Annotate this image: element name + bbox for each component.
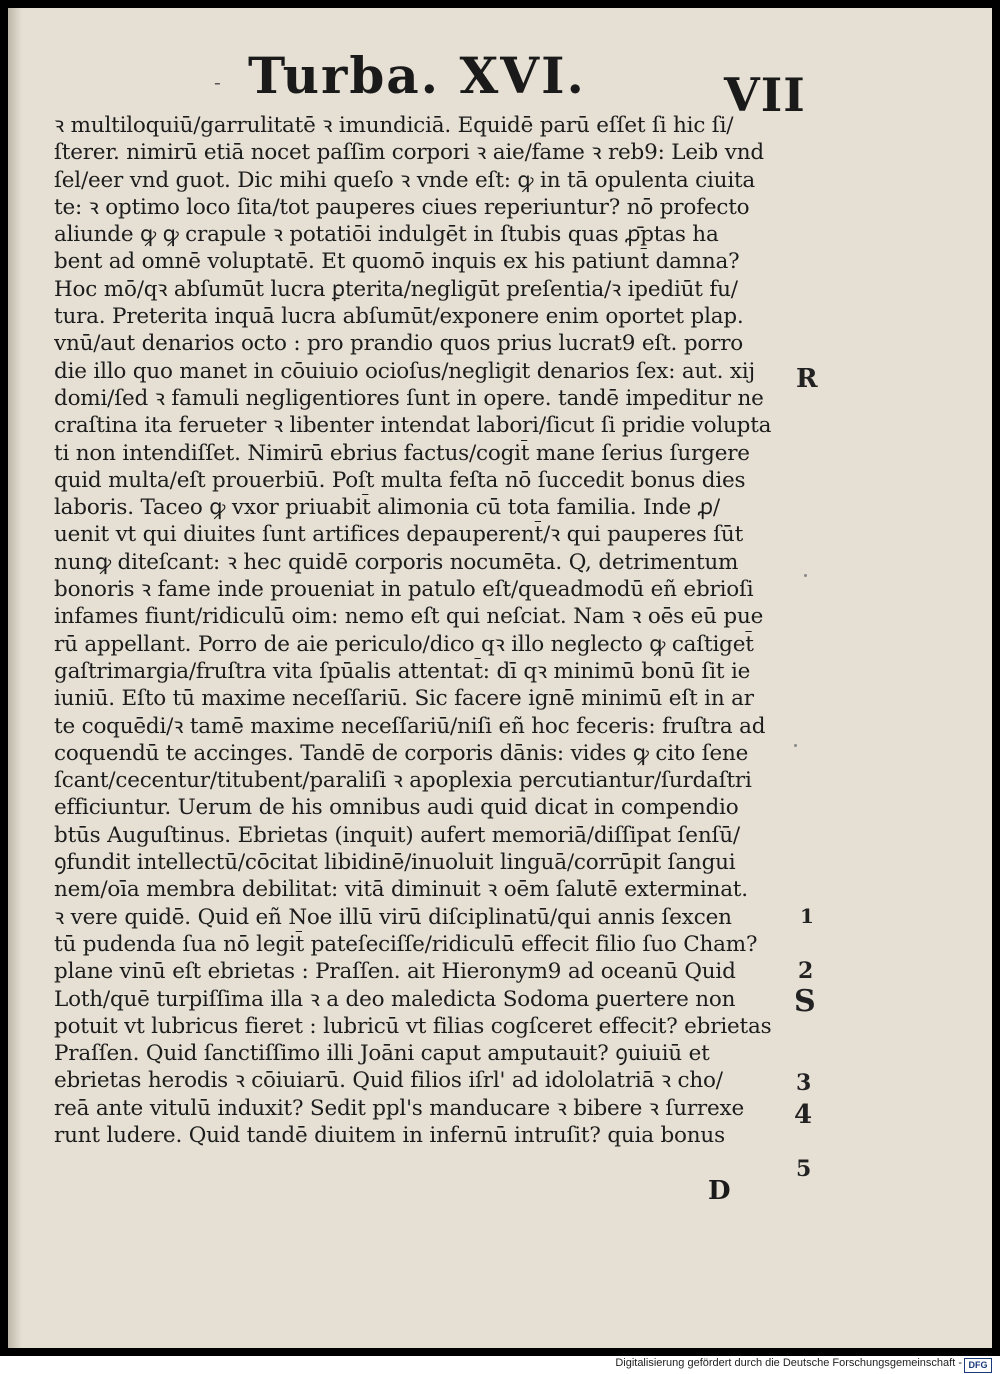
margin-note-2: 2 — [798, 958, 814, 984]
text-line: Praſſen. Quid ſanctiſſimo illi Joāni caput amputauit? ꝯuiuiū et — [54, 1041, 710, 1067]
margin-note-5: 5 — [796, 1156, 812, 1182]
head-ornament-mark: - — [214, 70, 221, 94]
text-line: craſtina ita ferueter ꝛ libenter intendat labori/ſicut ſi pridie volupta — [54, 413, 772, 439]
text-line: ti non intendiſſet. Nimirū ebrius factus/cogit̄ mane ſerius ſurgere — [54, 440, 750, 466]
funding-credit: Digitalisierung gefördert durch die Deutsche Forschungsgemeinschaft - — [615, 1357, 962, 1369]
text-line: reā ante vitulū induxit? Sedit ppl's manducare ꝛ bibere ꝛ ſurrexe — [54, 1095, 744, 1121]
paper-speck — [804, 574, 807, 577]
running-title: Turba. XVI. — [248, 46, 586, 105]
text-line: ꝛ multiloquiū/garrulitatē ꝛ imundiciā. Equidē parū eſſet ſi hic ſi/ — [54, 113, 734, 138]
text-line: te coquēdi/ꝛ tamē maxime neceſſariū/niſi eñ hoc feceris: fruſtra ad — [54, 713, 766, 739]
folio-number: VII — [724, 68, 806, 122]
text-line: nunꝙ diteſcant: ꝛ hec quidē corporis nocumēta. Q, detrimentum — [54, 549, 739, 575]
dfg-logo[interactable]: DFG — [964, 1358, 992, 1373]
text-line: die illo quo manet in cōuiuio ocioſus/negligit denarios ſex: aut. xij — [54, 358, 755, 384]
text-line: bonoris ꝛ fame inde proueniat in patulo eſt/queadmodū eñ ebrioſi — [54, 577, 754, 603]
text-line: vnū/aut denarios octo : pro prandio quos prius lucrat9 eſt. porro — [54, 331, 744, 357]
margin-note-s: S — [794, 984, 816, 1019]
text-line: ſterer. nimirū etiā nocet paſſim corpori ꝛ aie/fame ꝛ reb9: Leib vnd — [54, 140, 764, 166]
text-line: rū appellant. Porro de aie periculo/dico qꝛ illo neglecto ꝙ caſtiget̄ — [54, 631, 754, 657]
text-line: potuit vt lubricus fieret : lubricū vt filias cogſceret effecit? ebrietas — [54, 1013, 772, 1039]
text-line: efficiuntur. Uerum de his omnibus audi quid dicat in compendio — [54, 795, 739, 821]
text-line: uenit vt qui diuites ſunt artifices depauperent̄/ꝛ qui pauperes ſūt — [54, 522, 744, 548]
body-text — [54, 112, 794, 1149]
margin-note-1: 1 — [800, 904, 814, 928]
text-line: ꝛ vere quidē. Quid eñ Noe illū virū diſciplinatū/qui annis ſexcen — [54, 904, 732, 930]
text-line: ſcant/cecentur/titubent/paraliſi ꝛ apoplexia percutiantur/ſurdaſtri — [54, 768, 752, 794]
margin-note-4: 4 — [794, 1100, 813, 1130]
text-line: tū pudenda ſua nō legit̄ pateſeciſſe/ridiculū effecit filio ſuo Cham? — [54, 931, 758, 957]
margin-note-3: 3 — [796, 1070, 812, 1096]
text-line: aliunde ꝙ ꝙ crapule ꝛ potatiōi indulgēt in ſtubis quas ꝓ̄ptas ha — [54, 222, 719, 248]
text-line: infames fiunt/ridiculū oim: nemo eſt qui neſciat. Nam ꝛ oēs eū pue — [54, 604, 764, 630]
text-line: tura. Preterita inquā lucra abſumūt/exponere enim oportet plap. — [54, 304, 744, 330]
text-line: runt ludere. Quid tandē diuitem in infernū intruſit? quia bonus — [54, 1122, 725, 1148]
text-line: nem/oīa membra debilitat: vitā diminuit ꝛ oēm ſalutē exterminat. — [54, 877, 748, 903]
text-line: gaſtrimargia/fruſtra vita ſpūalis attentat̄: dī qꝛ minimū bonū ſit ie — [54, 658, 751, 684]
text-line: Hoc mō/qꝛ abſumūt lucra ꝑterita/negligūt preſentia/ꝛ ipediūt fu/ — [54, 276, 738, 302]
text-line: btūs Auguſtinus. Ebrietas (inquit) aufert memoriā/diſſipat ſenſū/ — [54, 822, 740, 848]
text-line: ebrietas herodis ꝛ cōiuiarū. Quid filios iſrl' ad idololatriā ꝛ cho/ — [54, 1068, 723, 1094]
text-line: bent ad omnē voluptatē. Et quomō inquis ex his patiunt̄ damna? — [54, 249, 740, 275]
catchword: D — [708, 1176, 731, 1206]
text-line: te: ꝛ optimo loco ſita/tot pauperes ciues reperiuntur? nō profecto — [54, 194, 750, 220]
text-line: domi/ſed ꝛ famuli negligentiores ſunt in opere. tandē impeditur ne — [54, 385, 764, 411]
page-gutter-shadow — [8, 8, 22, 1348]
text-line: plane vinū eſt ebrietas : Praſſen. ait Hieronym9 ad oceanū Quid — [54, 959, 736, 985]
text-line: ſel/eer vnd guot. Dic mihi queſo ꝛ vnde eſt: ꝙ in tā opulenta ciuita — [54, 167, 756, 193]
margin-letter-r: R — [796, 364, 818, 394]
text-line: coquendū te accinges. Tandē de corporis dānis: vides ꝙ cito ſene — [54, 740, 749, 766]
book-page — [8, 8, 992, 1348]
paper-speck — [794, 744, 797, 747]
text-line: ꝯfundit intellectū/cōcitat libidinē/inuoluit linguā/corrūpit ſangui — [54, 850, 736, 876]
text-line: quid multa/eſt prouerbiū. Poſt multa feſta nō ſuccedit bonus dies — [54, 467, 746, 493]
text-line: iuniū. Eſto tū maxime neceſſariū. Sic facere ignē minimū eſt in ar — [54, 686, 754, 712]
text-line: Loth/quē turpiſſima illa ꝛ a deo maledicta Sodoma ꝑuertere non — [54, 986, 736, 1012]
text-line: laboris. Taceo ꝙ vxor priuabit̄ alimonia cū tota familia. Inde ꝓ/ — [54, 495, 720, 521]
